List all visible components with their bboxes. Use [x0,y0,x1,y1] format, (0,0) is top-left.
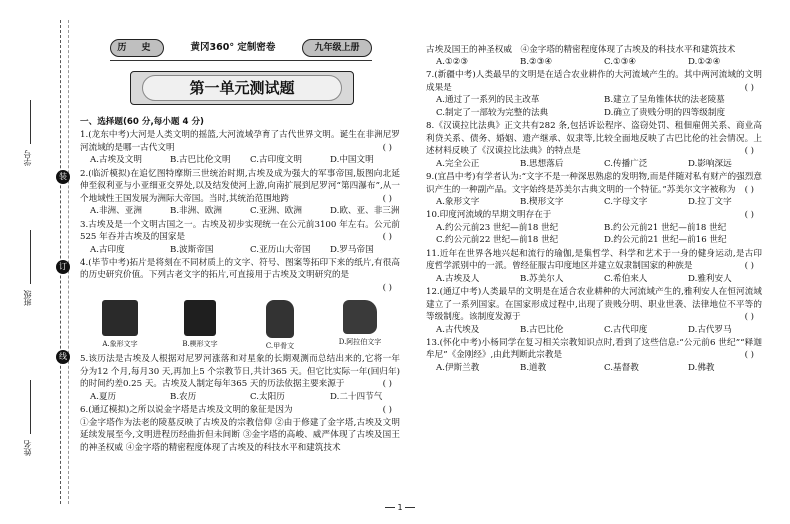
option-d: D.确立了贵贱分明的四等级制度 [604,107,726,118]
answer-blank: ( ) [382,142,392,153]
option-d: D.二十四节气 [330,391,383,402]
question-8 [426,120,762,170]
right-column [426,31,762,374]
id-label: 学号 [23,150,32,166]
option-b: B.道教 [520,362,547,373]
option-a: A.夏历 [90,391,117,402]
option-d: D.中国文明 [330,155,374,166]
grade-badge: 九年级上册 [302,39,372,57]
question-stem: 13.(怀化中考)小杨同学在复习相关宗教知识点时,看到了这些信息:“公元前6 世纪”“释迦牟尼”《金刚经》,由此判断此宗教是 [426,337,762,361]
left-column [80,116,400,453]
option-b: B.楔形文字 [520,196,564,207]
question-stem: 8.《汉谟拉比法典》正文共有282 条,包括诉讼程序、盗窃处罚、租佃雇佣关系、商业高利贷关系、债务、婚姻、遗产继承、奴隶等,比较全面地反映了古巴比伦的社会情况。上述材料反映了《汉谟拉比法典》的特点是 [426,121,762,157]
cuneiform-rubbing-image [184,300,216,336]
option-d: D.①②④ [688,57,721,67]
question-12 [426,286,762,336]
question-stem: 7.(新疆中考)人类最早的文明是在适合农业耕作的大河流域产生的。其中两河流域的文明成果是 [426,70,762,93]
answer-blank: ( ) [382,232,392,243]
option-b: B.约公元前21 世纪—前18 世纪 [604,222,727,233]
option-a: A.伊斯兰教 [436,362,480,373]
option-a: A.古印度 [90,244,125,255]
option-c: C.制定了一部较为完整的法典 [436,107,549,118]
answer-blank: ( ) [382,379,392,390]
option-b: B.农历 [170,391,197,402]
question-stem: 2.(临沂模拟)在追忆图特摩斯三世统治时期,古埃及成为强大的军事帝国,版图向北延伸至叙利亚与小亚细亚交界处,以及结发使河上游,向南扩展到尼罗河“第四瀑布”,从一个地域性王国发展为洲际大帝国。当时,其统治范围地跨 [80,168,400,204]
question-stem: 12.(通辽中考)人类最早的文明是在适合农业耕种的大河流域产生的,雅利安人在恒河流域建立了一系列国家。在国家形成过程中,出现了贵贱分明、职业世袭、法律地位不平等的等级制度。该制度发源于 [426,287,762,323]
option-b: B.古巴比伦文明 [170,155,231,166]
header-rule [110,60,372,61]
question-10 [426,209,762,246]
question-6-continued [426,32,762,68]
question-stem: 6.(通辽模拟)之所以说金字塔是古埃及文明的象征是因为 [80,405,293,416]
class-label: 班级 [23,290,32,306]
option-a: A.约公元前23 世纪—前18 世纪 [436,222,559,233]
option-c: C.古印度文明 [250,155,302,166]
option-c: C.传播广泛 [604,158,648,169]
option-c: C.①③④ [604,57,637,67]
question-4 [80,257,400,352]
option-b: B.古巴比伦 [520,324,564,335]
option-a: A.古代埃及 [436,324,480,335]
answer-blank: ( ) [744,350,754,361]
statements-continued: 古埃及国王的神圣权威 ④金字塔的精密程度体现了古埃及的科技水平和建筑技术 [426,44,736,55]
option-c: C.亚洲、欧洲 [250,206,302,217]
option-b: B.非洲、欧洲 [170,206,223,217]
image-caption: D.阿拉伯文字 [338,338,382,347]
option-d: D.约公元前21 世纪—前16 世纪 [604,235,727,246]
answer-blank: ( ) [744,82,754,93]
answer-blank: ( ) [744,184,754,195]
option-a: A.古埃及人 [436,273,480,284]
subject-badge: 历 史 [110,39,164,57]
question-5 [80,353,400,403]
question-11 [426,248,762,285]
question-stem: 1.(龙东中考)大河是人类文明的摇篮,大河流域孕育了古代世界文明。诞生在非洲尼罗河流域的是哪一古代文明 [80,130,400,153]
answer-blank: ( ) [744,261,754,272]
oracle-bone-rubbing-image [266,300,294,338]
option-d: D.佛教 [688,362,715,373]
page-number-value: 1 [397,503,403,512]
image-caption: C.甲骨文 [265,342,295,351]
name-line [30,380,31,434]
page-title: 第一单元测试题 [142,75,342,101]
seal-zhuang: 装 [56,170,70,184]
option-d: D.影响深远 [688,158,732,169]
question-13 [426,337,762,374]
title-banner [130,71,354,105]
option-d: D.欧、亚、非三洲 [330,206,400,217]
option-d: D.罗马帝国 [330,244,374,255]
answer-blank: ( ) [744,210,754,221]
option-b: B.②③④ [520,57,553,67]
question-2 [80,168,400,218]
question-stem: 3.古埃及是一个文明古国之一。古埃及初步实现统一在公元前3100 年左右。公元前525 年吞并古埃及的国家是 [80,219,400,243]
hieroglyph-rubbing-image [102,300,138,336]
option-b: B.苏美尔人 [520,273,564,284]
option-c: C.希伯来人 [604,273,648,284]
image-caption: B.楔形文字 [182,340,218,349]
page-header [110,38,372,58]
option-a: A.通过了一系列的民主改革 [436,95,540,106]
answer-blank: ( ) [744,312,754,323]
option-b: B.建立了呈角锥体状的法老陵墓 [604,95,725,106]
question-9 [426,171,762,208]
question-3 [80,219,400,256]
rubbing-images [80,300,400,351]
option-a: A.①②③ [436,57,469,67]
page-number [380,502,420,514]
question-stem: 4.(毕节中考)拓片是将刻在不同材质上的文字、符号、图案等拓印下来的纸片,有很高的历史研究价值。下列古老文字的拓片,可直接用于古埃及文明研究的是 [80,257,400,281]
option-a: A.非洲、亚洲 [90,206,142,217]
class-line [30,230,31,284]
image-caption: A.象形文字 [102,340,138,349]
question-1 [80,129,400,166]
option-c: C.古代印度 [604,324,648,335]
option-d: D.古代罗马 [688,324,732,335]
option-c: C.约公元前22 世纪—前18 世纪 [436,235,559,246]
option-c: C.基督教 [604,362,639,373]
option-c: C.字母文字 [604,196,648,207]
option-d: D.拉丁文字 [688,196,732,207]
question-7 [426,69,762,119]
answer-blank: ( ) [382,193,392,204]
option-d: D.雅利安人 [688,273,732,284]
answer-blank: ( ) [744,146,754,157]
question-stem: 9.(宜昌中考)有学者认为:“文字不是一种深思熟虑的发明物,而是伴随对私有财产的强烈意识产生的一种副产品。文字始终是苏美尔古典文明的一个特征。”苏美尔文字被称为 [426,172,762,195]
option-a: A.象形文字 [436,196,480,207]
seal-xian: 线 [56,350,70,364]
question-stem: 5.该历法是古埃及人根据对尼罗河涨落和对星象的长期观测而总结出来的,它将一年分为12 个月,每月30 天,再加上5 个宗教节日,共计365 天。但它比实际一年(回归年)的时间约差0.25 天。古埃及人制定每年365 天的历法依据主要来源于 [80,354,400,390]
brand-title: 黄冈360° 定制密卷 [190,42,276,54]
option-b: B.波斯帝国 [170,244,214,255]
question-6 [80,404,400,453]
option-b: B.思想落后 [520,158,564,169]
answer-blank: ( ) [382,405,392,416]
question-statements: ①金字塔作为法老的陵墓反映了古埃及的宗教信仰 ②由于修建了金字塔,古埃及文明延续发展至今,文明进程历经曲折但未间断 ③金字塔的高峻、威严体现了古埃及国王的神圣权威 ④金字塔的精密程度体现了古埃及的科技水平和建筑技术 [80,417,400,453]
option-a: A.完全公正 [436,158,480,169]
name-label: 姓名 [23,440,32,456]
binding-margin [0,0,72,524]
seal-ding: 订 [56,260,70,274]
question-stem: 10.印度河流域的早期文明存在于 [426,210,552,221]
id-line [30,100,31,144]
arabic-rubbing-image [343,300,377,334]
question-stem: 11.近年在世界各地兴起和流行的瑜伽,是集哲学、科学和艺术于一身的健身运动,是古印度哲学派别中的一派。曾经征服古印度地区并建立奴隶制国家的种族是 [426,248,762,272]
section-heading: 一、选择题(60 分,每小题 4 分) [80,117,204,127]
option-a: A.古埃及文明 [90,155,142,166]
option-c: C.太阳历 [250,391,285,402]
answer-blank: ( ) [382,282,392,293]
option-c: C.亚历山大帝国 [250,244,311,255]
